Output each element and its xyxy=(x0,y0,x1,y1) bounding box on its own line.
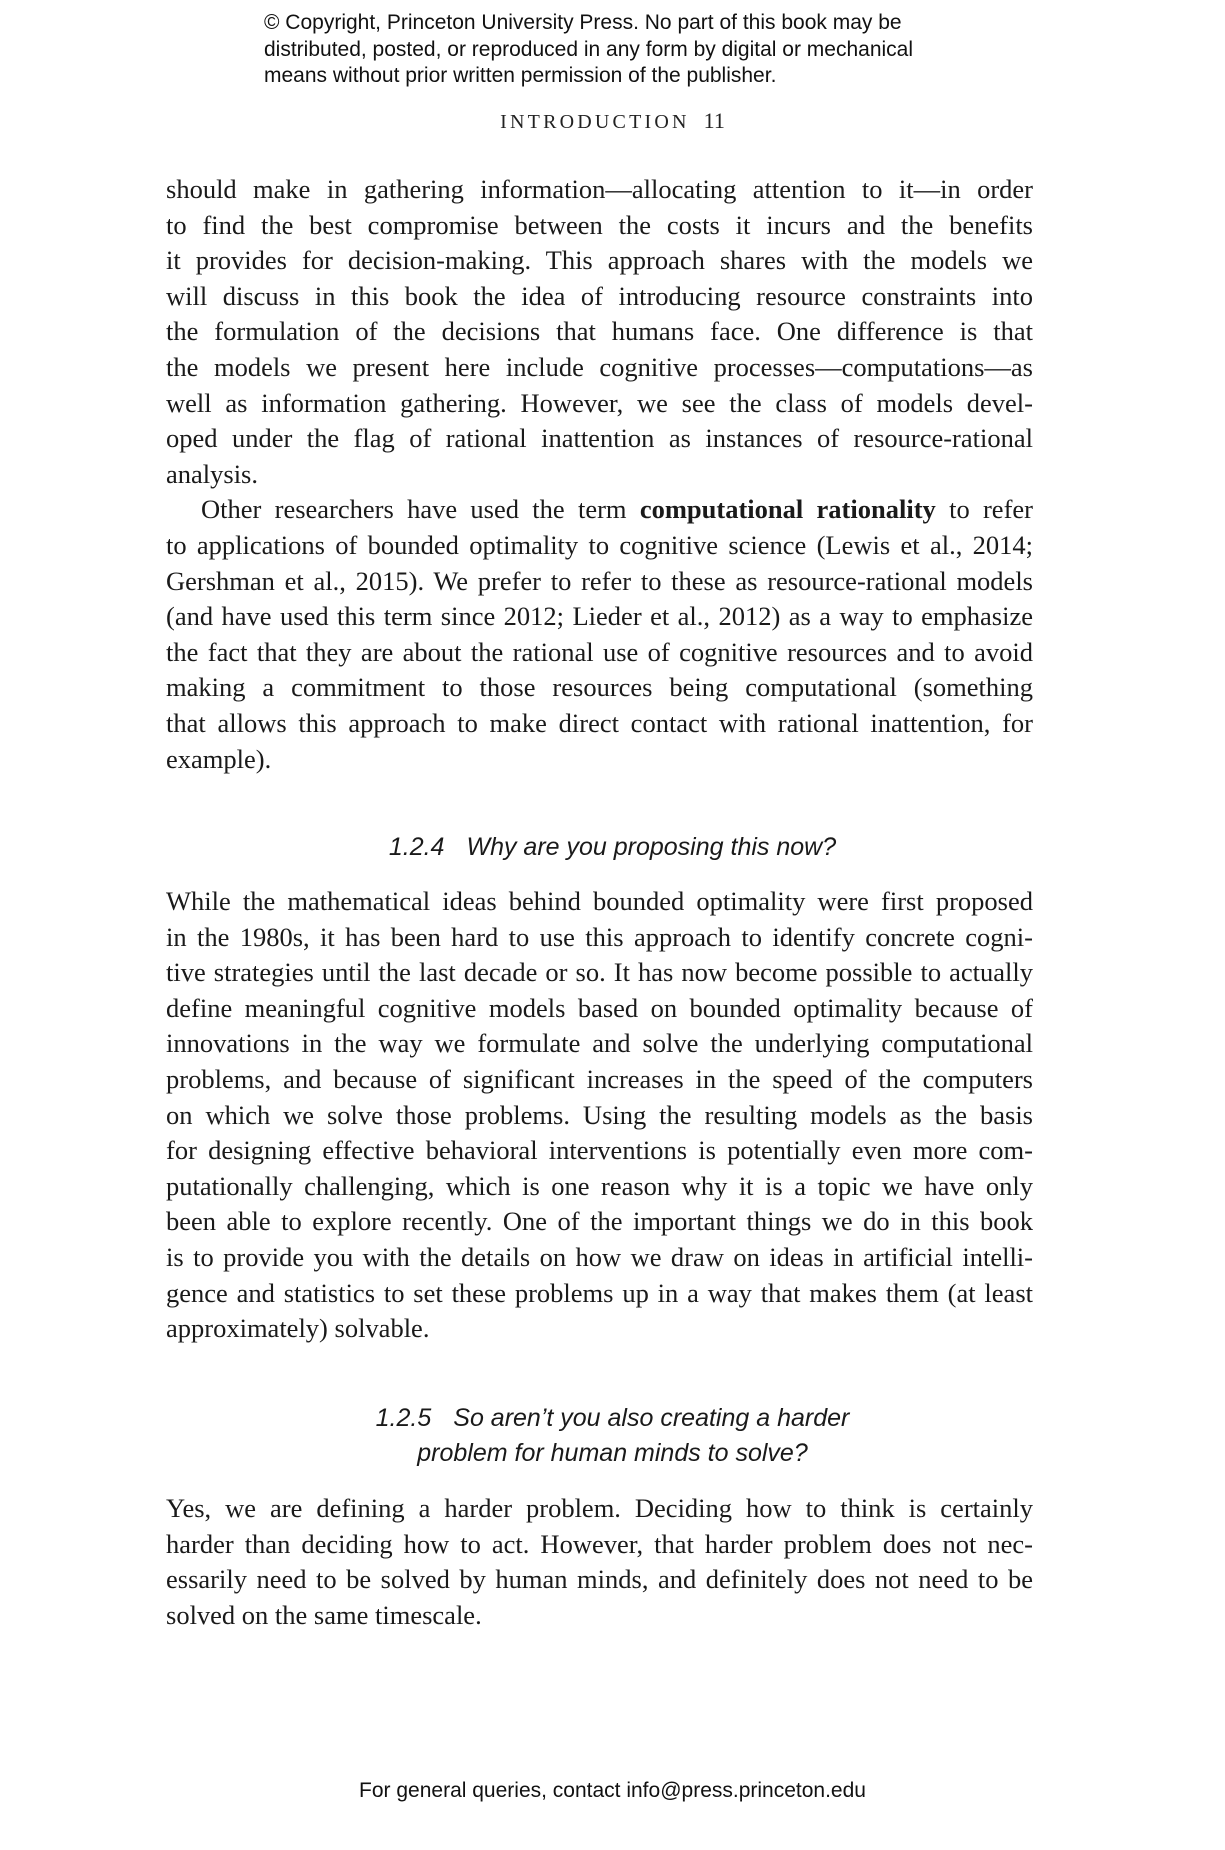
text-line: well as information gathering. However, we see the class of models devel- xyxy=(166,387,1033,418)
running-head-title: INTRODUCTION xyxy=(500,111,690,133)
text-line: innovations in the way we formulate and solve the underlying computational xyxy=(166,1028,1033,1059)
section-title-line: problem for human minds to solve? xyxy=(417,1439,808,1467)
text-line: Yes, we are defining a harder problem. Deciding how to think is certainly xyxy=(166,1493,1033,1523)
text-line: (and have used this term since 2012; Lieder et al., 2012) as a way to emphasize xyxy=(166,601,1033,632)
text-line: making a commitment to those resources being computational (something xyxy=(166,672,1033,703)
paragraph xyxy=(166,884,1033,1347)
text-line: gence and statistics to set these problems up in a way that makes them (at least xyxy=(166,1277,1033,1308)
page-number: 11 xyxy=(703,108,725,133)
text-line: Gershman et al., 2015). We prefer to refer to these as resource-rational models xyxy=(166,565,1033,596)
text-line: on which we solve those problems. Using the resulting models as the basis xyxy=(166,1099,1033,1130)
text-line: putationally challenging, which is one reason why it is a topic we have only xyxy=(166,1170,1033,1201)
copyright-line: distributed, posted, or reproduced in any form by digital or mechanical xyxy=(264,37,914,61)
text-line: it provides for decision-making. This approach shares with the models we xyxy=(166,245,1033,276)
text-line: is to provide you with the details on how we draw on ideas in artificial intelli- xyxy=(166,1241,1033,1272)
text-line: to find the best compromise between the costs it incurs and the benefits xyxy=(166,209,1033,240)
section-title: Why are you proposing this now? xyxy=(466,833,837,861)
text-line: been able to explore recently. One of the important things we do in this book xyxy=(166,1206,1033,1237)
text-line: will discuss in this book the idea of introducing resource constraints into xyxy=(166,280,1033,311)
text-line: the fact that they are about the rational use of cognitive resources and to avoid xyxy=(166,636,1033,667)
bold-term: computational rationality xyxy=(639,494,936,525)
text-line: that allows this approach to make direct contact with rational inattention, for xyxy=(166,707,1033,738)
section-title: So aren’t you also creating a harder xyxy=(453,1404,850,1432)
text-line: analysis. xyxy=(166,458,258,489)
text-line: in the 1980s, it has been hard to use this approach to identify concrete cogni- xyxy=(166,921,1033,952)
text-run: to refer xyxy=(935,494,1033,525)
text-line: solved on the same timescale. xyxy=(166,1599,482,1630)
text-line: define meaningful cognitive models based on bounded optimality because of xyxy=(166,992,1033,1023)
section-heading xyxy=(0,830,1225,865)
text-line: the models we present here include cognitive processes—computations—as xyxy=(166,351,1033,382)
text-line: While the mathematical ideas behind bounded optimality were first proposed xyxy=(166,886,1033,916)
section-number: 1.2.5 xyxy=(375,1404,432,1432)
text-line: should make in gathering information—allocating attention to it—in order xyxy=(166,174,1033,204)
copyright-line: means without prior written permission of the publisher. xyxy=(264,64,777,87)
text-line: problems, and because of significant increases in the speed of the computers xyxy=(166,1063,1033,1094)
text-line: to applications of bounded optimality to cognitive science (Lewis et al., 2014; xyxy=(166,529,1033,560)
text-line: oped under the flag of rational inattention as instances of resource-rational xyxy=(166,423,1033,454)
text-line: harder than deciding how to act. However, that harder problem does not nec- xyxy=(166,1528,1033,1559)
text-line: the formulation of the decisions that humans face. One difference is that xyxy=(166,316,1033,347)
text-line xyxy=(166,492,1033,528)
running-head xyxy=(0,108,1225,134)
section-title-line xyxy=(0,1401,1225,1436)
text-line: example). xyxy=(166,743,272,774)
text-line: essarily need to be solved by human minds, and definitely does not need to be xyxy=(166,1564,1033,1595)
text-line: approximately) solvable. xyxy=(166,1313,430,1344)
text-line: tive strategies until the last decade or so. It has now become possible to actually xyxy=(166,957,1033,988)
paragraph xyxy=(166,1491,1033,1633)
paragraph xyxy=(166,172,1033,777)
section-number: 1.2.4 xyxy=(388,833,445,861)
text-line: for designing effective behavioral interventions is potentially even more com- xyxy=(166,1135,1033,1166)
copyright-line: © Copyright, Princeton University Press. No part of this book may be xyxy=(264,11,902,34)
text-run: Other researchers have used the term xyxy=(201,494,640,525)
footer-contact: For general queries, contact info@press.princeton.edu xyxy=(359,1779,866,1802)
copyright-notice xyxy=(264,10,1024,90)
section-heading xyxy=(0,1401,1225,1471)
